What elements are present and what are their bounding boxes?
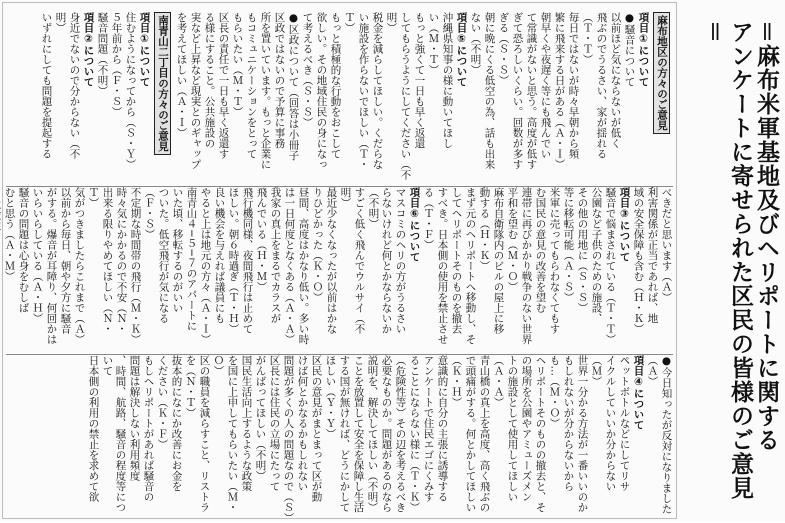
comment-line: 、時間、航路、騒音の程度等について <box>101 355 127 513</box>
comment-line: 問題は解決しない利用頻度 <box>128 355 141 481</box>
comment-line: 飛行機同様、夜間飛行は止めて <box>241 187 254 334</box>
comment-line: Ｏ） <box>212 355 225 376</box>
main-title <box>701 20 779 520</box>
comment-line: 気がつきましたらこれまで（Ａ） <box>73 187 86 345</box>
comment-line: 区民の意見がまとまって区が動 <box>310 355 323 502</box>
column-tier-top <box>6 12 673 184</box>
comment-line: て考えるべき（Ｓ・Ｓ） <box>301 12 314 128</box>
comment-line: ペットボトルなどにしてリサ <box>618 355 631 492</box>
comment-line: イクルしていいか分からない <box>604 355 617 492</box>
comment-line: 住むようになってから（Ｓ・Ｙ） <box>124 12 137 170</box>
comment-line: 区の職員を減らすこと、リストラ <box>198 355 211 513</box>
comment-line: 明） <box>339 187 352 208</box>
comment-line: してもらうようにしてください（不 <box>399 12 412 180</box>
comment-line: けば何とかなるかもしれない <box>296 355 309 492</box>
comment-line: ほしい（Ｙ・Ｙ） <box>324 355 337 439</box>
comment-line: 米軍に売ってもらわなくてもす <box>548 187 561 334</box>
item-heading: 項目④について <box>632 355 645 430</box>
comment-line: も…（Ｍ・Ｏ） <box>548 355 561 429</box>
column-tier-bottom <box>6 354 673 521</box>
comment-line: 朝早くや夜遅く等にも飛んでい <box>539 12 552 159</box>
comment-line: 毎日ではないが時々早朝から頻 <box>567 12 580 159</box>
comment-line: もしれないが分からないから <box>562 355 575 492</box>
comment-line: その他の用地に（Ｓ・Ｓ） <box>576 187 589 313</box>
comment-line: ぎて恐ろしいくらい。回数が多す <box>511 12 524 170</box>
comment-line: 動する（Ｈ・Ｋ） <box>478 187 491 271</box>
comment-line: 以前から毎日、朝や夕方に騒音 <box>59 187 72 334</box>
comment-line: 昼間、高度はかなり低い。多い時 <box>297 187 310 345</box>
comment-line <box>0 187 2 353</box>
comment-line: すごく低く飛んでウルサイ（不 <box>353 187 366 334</box>
comment-line: 以前ほど気にならないが低く <box>609 12 622 149</box>
comment-line: 意識的に自分の主張に誘導する <box>436 355 449 502</box>
comment-line: む国民の意見の改善を望む <box>534 187 547 313</box>
comment-line: まず元のヘリポートへ移動し、そ <box>464 187 477 345</box>
comment-line: 所を置いています。もっと企業に <box>259 12 272 170</box>
item-heading: 項目②について <box>82 12 95 87</box>
comment-line: いずれにしても問題を提起する <box>40 12 53 159</box>
section-heading-box: 麻布地区の方々のご意見 <box>653 12 670 134</box>
item-heading: 項目⑤について <box>455 12 468 87</box>
comment-line: もっと積極的な行動をおこして <box>329 12 342 159</box>
comment-line: い施設を作らないでほしい（Ｔ・ <box>357 12 370 170</box>
comment-line: 問題が多くの人の問題なので（Ｓ） <box>282 355 295 523</box>
comment-line: 朝に晩にくる低空の為、話も出来 <box>483 12 496 170</box>
comment-line: 抜本的になにか改善にお金を <box>170 355 183 492</box>
comment-line: 不定期な時間帯の飛行（Ｍ・Ｋ） <box>129 187 142 345</box>
comment-line: Ｔ） <box>343 12 356 33</box>
comment-line: ることにならない様に（Ｔ・Ｋ） <box>408 355 421 513</box>
comment-line: 騒音問題（不明） <box>96 12 109 96</box>
title-line-1: ＝麻布米軍基地及びヘリポートに関する <box>753 20 779 452</box>
comment-line: い（Ｍ・Ｔ） <box>427 12 440 75</box>
comment-line: ない（不明） <box>469 12 482 75</box>
comment-line: 沖縄県知事の様に動いてほし <box>441 12 454 149</box>
comment-line: 区長の責任で一日も早く返還す <box>217 12 230 159</box>
comment-line: トの施設として使用してほしい <box>506 355 519 502</box>
comment-line: がんばってほしい（不明） <box>254 355 267 481</box>
comment-line: （Ｔ・Ｔ） <box>581 12 594 65</box>
comment-line: もらいたい（Ｍ・Ｔ） <box>231 12 244 117</box>
comment-line: ●騒音について <box>623 12 636 87</box>
comment-line: ほしい。朝６時過ぎ（Ｔ・Ｈ） <box>227 187 240 334</box>
comment-line: ぎる（Ｓ・Ｓ） <box>497 12 510 86</box>
comment-line: （Ｍ） <box>590 355 603 387</box>
comment-line: る様にすること。公共施設の <box>203 12 216 149</box>
comment-line: Ｔ） <box>87 187 100 208</box>
comment-line: むと思う（Ａ・Ｍ） <box>3 187 16 282</box>
comment-line: いた頃、移転するのがいい <box>171 187 184 313</box>
comment-line: する国が無ければ、どうにかして <box>338 355 351 513</box>
comment-line: 等に移転可能（Ａ・Ｓ） <box>562 187 575 303</box>
comment-line: の場所を公園やアミューズメン <box>520 355 533 502</box>
comment-line: もしヘリポートがあれば騒音の <box>142 355 155 502</box>
comment-line: 税金を減らしてほしい。くだらな <box>371 12 384 170</box>
comment-line: 区政ではないので予算に事務 <box>273 12 286 149</box>
comment-line: ●区政について（回答は小冊子 <box>287 12 300 161</box>
comment-line: て常識がないと思う。高度が低す <box>525 12 538 170</box>
title-line-2: アンケートに寄せられた区民の皆様のご意見＝ <box>701 20 753 500</box>
comment-line: 公園など子供のための施設、 <box>590 187 603 324</box>
comment-line: らないけれど何とかならないか（不明） <box>367 187 393 334</box>
comment-line: （危険性等）その辺を考えるべき <box>394 355 407 513</box>
comment-line: 南青山４−５−７のアパートに <box>185 187 198 331</box>
comment-line: 区長には住民の立場にたって <box>268 355 281 492</box>
comment-line: してヘリポートそのものを撤去 <box>450 187 463 334</box>
comment-line: 欲しい。その地域住民の身になっ <box>315 12 328 170</box>
comment-line: 飛ぶのでうるさい、家が揺れる <box>595 12 608 159</box>
comment-line: 良い機会を与えれば議員にも <box>213 187 226 324</box>
comment-line: る（Ｔ・Ｆ） <box>422 187 435 250</box>
comment-line: すべき。日本側の使用を禁止させ <box>436 187 449 345</box>
comment-line: 実など上昇など現実とのギャップ <box>189 12 202 170</box>
comment-line: ヘリポートそのものの撤去と、そ <box>534 355 547 513</box>
comment-line: がする。爆音が耳障り、何回かは <box>45 187 58 345</box>
comment-line: 繁に飛来する日がある（Ａ・Ｉ） <box>553 12 566 170</box>
comment-line: 飛んでいる（Ｈ・Ｍ） <box>255 187 268 292</box>
comment-line: 最近少なくなったが以前はかな <box>325 187 338 334</box>
comment-line: を考えてほしい（Ａ・Ｉ） <box>175 12 188 138</box>
comment-line: 日本側の利用の禁止を求めて欲 <box>87 355 100 502</box>
comment-line: 必要なものか。問題があるのなら <box>380 355 393 513</box>
comment-line: りひどかった（Ｋ・Ｏ） <box>311 187 324 303</box>
item-heading: 項目⑥について <box>408 187 421 262</box>
comment-line: アンケートで住民エゴにくみす <box>422 355 435 502</box>
comment-line: 利害関係が正当であれば、地 <box>646 187 659 324</box>
comment-line: いらいらしている（Ａ・Ｈ） <box>31 187 44 324</box>
comment-line: を（Ｎ・Ｔ） <box>184 355 197 418</box>
comment-line: ください（Ｋ・Ｆ） <box>156 355 169 450</box>
comment-line: ５年前から（Ｆ・Ｓ） <box>110 12 123 117</box>
column-tier-middle <box>3 186 673 353</box>
comment-line: 青山橋の真上を高度、高く飛ぶの <box>478 355 491 513</box>
comment-line: 身近でないので分からない（不 <box>68 12 81 159</box>
comment-line: （Ｋ・Ｈ） <box>450 355 463 408</box>
comment-line: べきだと思います（Ａ） <box>660 187 673 303</box>
comment-line: 世界一分かる方法が一番いいのか <box>576 355 589 513</box>
comment-line: で頭痛がする。何とかしてほしい <box>464 355 477 513</box>
item-heading: 項目①について <box>138 12 151 87</box>
section-heading-box: 南青山二丁目の方々のご意見 <box>154 12 171 155</box>
comment-line: 我家の真上をまるでカラスが <box>269 187 282 324</box>
comment-line: 時々気にかかるので不安（Ｎ・ <box>115 187 128 334</box>
comment-line: は一日何度となくある（Ａ・Ａ） <box>283 187 296 345</box>
comment-line: 説明を、解決してほしい（不明） <box>366 355 379 513</box>
comment-line: 麻布自衛隊内のビルの屋上に移 <box>492 187 505 334</box>
comment-line: 明） <box>54 12 67 33</box>
comment-line: ことを放置して安全を保障し生活 <box>352 355 365 513</box>
item-heading: 項目①について <box>637 12 650 87</box>
comment-line: もっと強くて一日も早く返還 <box>413 12 426 149</box>
item-heading: 項目③について <box>618 187 631 262</box>
comment-line: 騒音の問題は心身をむしば <box>17 187 30 313</box>
comment-line: （Ａ） <box>646 355 659 387</box>
comment-line: やると上は地元の方々（Ａ・Ｉ） <box>199 187 212 345</box>
comment-line: 域の安全保障も含む（Ｈ・Ｋ） <box>632 187 645 334</box>
comment-line: 連帯に再びかかり戦争のない世界 <box>520 187 533 345</box>
comment-line: （Ｆ・Ｓ） <box>143 187 156 240</box>
comment-line: もコミュニケーションをとって <box>245 12 258 159</box>
comment-line: ついた。低空飛行が気になる <box>157 187 170 324</box>
comment-line: を国に上申してもらいたい（Ｍ・ <box>226 355 239 513</box>
comment-line: 明） <box>385 12 398 33</box>
comment-line: （Ａ・Ａ） <box>492 355 505 408</box>
comment-line: ●今日知ったが反対になりました <box>660 355 673 514</box>
comment-line: 出来る限りやめてほしい（Ｎ・ <box>101 187 114 334</box>
comment-line: 国民生活向上するような政策 <box>240 355 253 492</box>
comment-line: マスコミのヘリの方がうるさい <box>394 187 407 334</box>
comment-line: 平和を望む（Ｍ・Ｏ） <box>506 187 519 292</box>
comment-line: 騒音で悩まされている（Ｔ・Ｔ） <box>604 187 617 345</box>
